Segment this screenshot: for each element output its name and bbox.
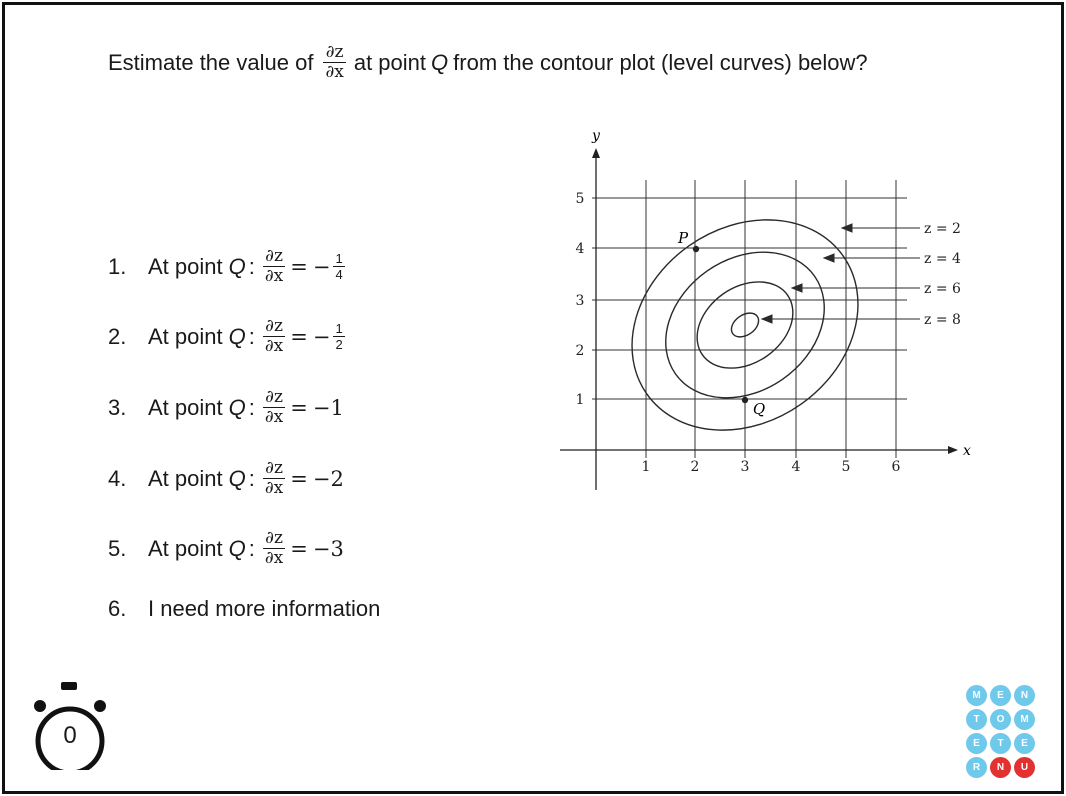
option-number: 5. [108,535,127,561]
option-label: At point [148,535,223,561]
option-derivative [263,460,285,497]
value-fraction [333,322,344,351]
y-tick-label: 2 [575,343,585,359]
y-tick-label: 1 [575,392,585,408]
equals-sign: = [290,254,308,279]
option-derivative [263,389,285,426]
option-number: 1. [108,253,127,279]
option-value: −2 [312,466,344,491]
derivative-numerator: ∂z [265,316,283,336]
logo-letter: T [990,733,1011,754]
x-tick-label: 6 [891,459,901,475]
answer-option-5[interactable] [108,530,344,567]
logo-letter: U [1014,757,1035,778]
y-tick-labels [576,191,585,408]
question-suffix: from the contour plot (level curves) below? [453,49,868,75]
contour-label: z = 8 [924,312,961,328]
derivative-numerator: ∂z [265,458,283,478]
option-point: Q [228,253,246,279]
y-tick-label: 5 [575,191,585,207]
option-point: Q [228,394,246,420]
leader-arrow-icon [842,224,852,232]
contour-label: z = 4 [924,251,961,267]
minus-sign: − [312,254,331,279]
x-tick-label: 4 [791,459,801,475]
logo-letter: O [990,709,1011,730]
option-point: Q [228,465,246,491]
contour-label: z = 6 [924,281,961,297]
answer-option-1[interactable] [108,248,345,285]
option-point: Q [228,535,246,561]
equals-sign: = [290,324,308,349]
option-label: At point [148,394,223,420]
x-tick-label: 3 [740,459,750,475]
contour-plot [555,120,985,500]
derivative-numerator: ∂z [265,246,283,266]
question-prefix: Estimate the value of [108,49,314,75]
question-derivative [323,44,345,81]
option-colon: : [248,323,255,349]
option-point: Q [228,323,246,349]
contour-label: z = 2 [924,221,961,237]
leader-arrow-icon [824,254,834,262]
logo-letter: E [1014,733,1035,754]
option-number: 2. [108,323,127,349]
answer-option-2[interactable] [108,318,345,355]
fraction-numerator: 1 [335,251,343,266]
option-label: At point [148,465,223,491]
logo-letter: M [1014,709,1035,730]
derivative-numerator: ∂z [265,387,283,407]
y-axis-arrow-icon [592,148,600,158]
logo-letter: T [966,709,987,730]
point-q-label: Q [752,400,766,418]
logo-letter: N [990,757,1011,778]
minus-sign: − [312,324,331,349]
derivative-denominator: ∂x [264,548,284,568]
option-label: At point [148,323,223,349]
derivative-denominator: ∂x [264,266,284,286]
point-q-marker [742,397,748,403]
option-colon: : [248,465,255,491]
question-point: Q [431,49,449,75]
x-tick-label: 1 [641,459,651,475]
derivative-numerator: ∂z [325,42,344,62]
option-number: 4. [108,465,127,491]
option-number: 6. [108,596,127,621]
logo-letter: M [966,685,987,706]
x-axis-arrow-icon [948,446,958,454]
y-tick-label: 4 [575,241,585,257]
logo-letter: R [966,757,987,778]
equals-sign: = [290,466,308,491]
answer-option-4[interactable] [108,460,344,497]
answer-option-3[interactable] [108,389,344,426]
derivative-denominator: ∂x [264,407,284,427]
option-colon: : [248,394,255,420]
x-tick-labels [642,459,901,475]
logo-letter: E [966,733,987,754]
option-derivative [263,530,285,567]
fraction-denominator: 2 [335,337,343,352]
option-colon: : [248,253,255,279]
point-p-label: P [677,229,689,247]
leader-arrow-icon [792,284,802,292]
logo-letter: E [990,685,1011,706]
option-derivative [263,248,285,285]
value-fraction [333,252,344,281]
derivative-denominator: ∂x [325,62,344,82]
derivative-denominator: ∂x [264,478,284,498]
question-text [108,44,868,81]
y-tick-label: 3 [575,293,585,309]
fraction-denominator: 4 [335,267,343,282]
equals-sign: = [290,536,308,561]
derivative-numerator: ∂z [265,528,283,548]
option-number: 3. [108,394,127,420]
logo-letter: N [1014,685,1035,706]
y-axis-label: y [592,128,600,144]
question-middle: at point [353,49,427,75]
timer-value: 0 [63,722,77,749]
x-tick-label: 5 [841,459,851,475]
contour-labels [924,221,961,328]
option-derivative [263,318,285,355]
fraction-numerator: 1 [335,321,343,336]
option-value [313,322,345,351]
equals-sign: = [290,395,308,420]
option-colon: : [248,535,255,561]
point-p-marker [693,246,699,252]
option-value: −1 [312,395,344,420]
option-value: −3 [312,536,344,561]
option-value [313,252,345,281]
x-tick-label: 2 [690,459,700,475]
answer-option-6[interactable] [108,596,380,622]
leader-arrow-icon [762,315,772,323]
option-label: At point [148,253,223,279]
option-label: I need more information [148,596,381,621]
mentometer-logo [966,685,1038,775]
x-axis-label: x [963,443,971,459]
derivative-denominator: ∂x [264,336,284,356]
plot-axes [560,155,950,490]
